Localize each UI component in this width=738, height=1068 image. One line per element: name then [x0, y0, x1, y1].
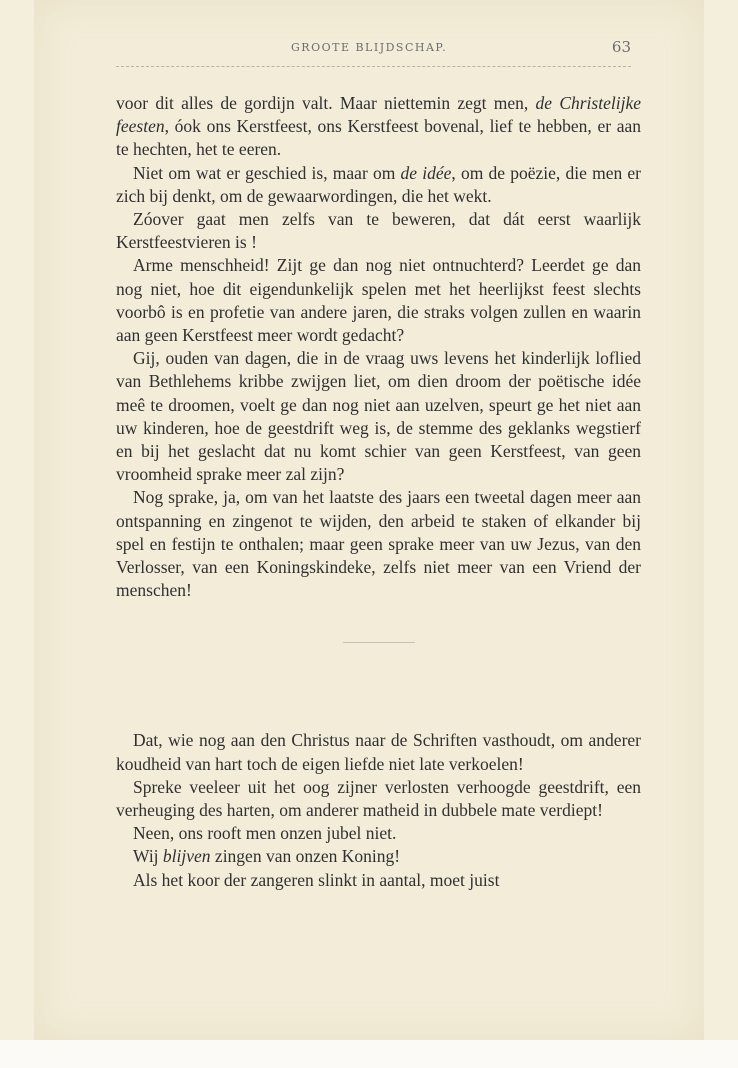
- page-header: [116, 38, 641, 58]
- paragraph: Dat, wie nog aan den Christus naar de Schriften vasthoudt, om anderer koudheid van hart toch de eigen liefde niet late verkoelen!: [116, 730, 641, 774]
- text-run: , óok ons Kerstfeest, ons Kerstfeest bovenal, lief te hebben, er aan te hechten, het te eeren.: [116, 116, 641, 160]
- header-rule: [116, 66, 631, 67]
- paragraph: Zóover gaat men zelfs van te beweren, dat dát eerst waarlijk Kerstfeestvieren is !: [116, 209, 641, 253]
- section-divider: [343, 642, 415, 643]
- italic-word: blijven: [162, 846, 211, 867]
- paragraph: Gij, ouden van dagen, die in de vraag uws levens het kinderlijk loflied van Bethlehems kribbe zwijgen liet, om dien droom der poëtische idée meê te droomen, voelt ge dan nog niet aan uzelven, speurt ge het niet aan uw kinderen, hoe de geestdrift weg is, de stemme des geklanks wegstierf en bij het geslacht dat nu komt schier van geen Kerstfeest, van geen vroomheid sprake meer zal zijn?: [116, 348, 641, 485]
- paragraph: Neen, ons rooft men onzen jubel niet.: [133, 823, 397, 844]
- text-run: voor dit alles de gordijn valt. Maar niettemin zegt men,: [116, 93, 536, 113]
- paragraph: Nog sprake, ja, om van het laatste des jaars een tweetal dagen meer aan ontspanning en zingenot te wijden, den arbeid te staken of elkander bij spel en festijn te onthalen; maar geen sprake meer van uw Jezus, van den Verlosser, van een Koningskindeke, zelfs niet meer van een Vriend der menschen!: [116, 487, 641, 601]
- paragraph: [116, 92, 641, 162]
- paragraph: [116, 162, 641, 208]
- italic-phrase: de Christelijke feesten: [116, 93, 641, 137]
- paragraph: Als het koor der zangeren slinkt in aantal, moet juist: [133, 869, 500, 890]
- text-run: zingen van onzen Koning!: [210, 846, 401, 867]
- text-run: , om de poëzie, die men er zich bij denkt, om de gewaarwordingen, die het wekt.: [116, 162, 642, 206]
- paragraph: Spreke veeleer uit het oog zijner verlosten verhoogde geestdrift, een verheuging des harten, om anderer matheid in dubbele mate verdiept!: [116, 776, 641, 821]
- italic-phrase: de idée: [400, 162, 452, 183]
- scan-bottom-margin: [0, 1040, 738, 1068]
- page-number: 63: [611, 38, 631, 56]
- page-body: [116, 92, 641, 892]
- paragraph: Arme menschheid! Zijt ge dan nog niet ontnuchterd? Leerdet ge dan nog niet, hoe dit eigendunkelijk spelen met het heerlijkst feest slechts voorbô is en profetie van andere jaren, die straks volgen zullen en waarin aan geen Kerstfeest meer wordt gedacht?: [116, 255, 641, 346]
- text-run: Wij: [133, 846, 163, 867]
- text-run: Niet om wat er geschied is, maar om: [133, 162, 401, 183]
- paragraph: [116, 845, 641, 868]
- running-title: GROOTE BLIJDSCHAP.: [291, 41, 448, 54]
